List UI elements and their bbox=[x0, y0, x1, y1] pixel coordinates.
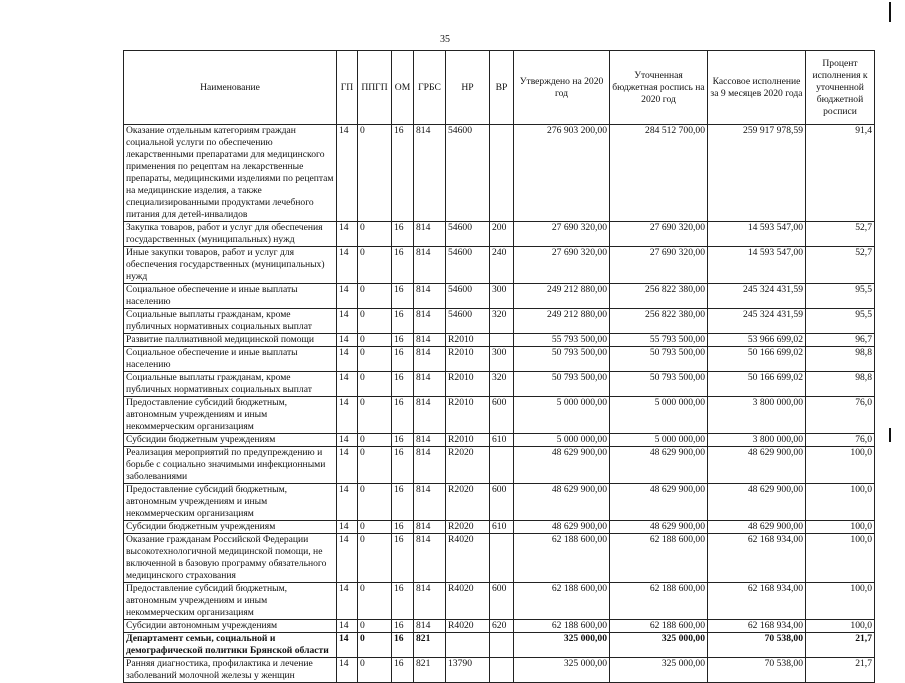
cell-ppgp: 0 bbox=[358, 309, 392, 334]
table-row bbox=[124, 521, 875, 534]
cell-om: 16 bbox=[392, 658, 414, 683]
cell-om: 16 bbox=[392, 447, 414, 484]
cell-ppgp: 0 bbox=[358, 247, 392, 284]
header-grbs: ГРБС bbox=[414, 51, 446, 125]
cell-percent: 21,7 bbox=[806, 633, 875, 658]
cell-ppgp: 0 bbox=[358, 334, 392, 347]
cell-nr: 13790 bbox=[446, 658, 490, 683]
cell-gp: 14 bbox=[337, 583, 358, 620]
cell-cash: 48 629 900,00 bbox=[708, 447, 806, 484]
header-refined: Уточненная бюджетная роспись на 2020 год bbox=[610, 51, 708, 125]
cell-name: Предоставление субсидий бюджетным, автономным учреждениям и иным некоммерческим организациям bbox=[124, 397, 337, 434]
cell-om: 16 bbox=[392, 620, 414, 633]
cell-om: 16 bbox=[392, 583, 414, 620]
cell-approved: 5 000 000,00 bbox=[514, 434, 610, 447]
cell-nr: R2020 bbox=[446, 521, 490, 534]
cell-cash: 245 324 431,59 bbox=[708, 284, 806, 309]
cell-gp: 14 bbox=[337, 447, 358, 484]
cell-nr: 54600 bbox=[446, 222, 490, 247]
cell-grbs: 814 bbox=[414, 247, 446, 284]
cell-cash: 62 168 934,00 bbox=[708, 534, 806, 583]
cell-approved: 48 629 900,00 bbox=[514, 484, 610, 521]
cell-cash: 62 168 934,00 bbox=[708, 583, 806, 620]
cell-refined: 48 629 900,00 bbox=[610, 484, 708, 521]
cell-cash: 3 800 000,00 bbox=[708, 397, 806, 434]
cell-gp: 14 bbox=[337, 658, 358, 683]
cell-refined: 5 000 000,00 bbox=[610, 397, 708, 434]
cell-gp: 14 bbox=[337, 521, 358, 534]
table-row bbox=[124, 284, 875, 309]
cell-percent: 96,7 bbox=[806, 334, 875, 347]
cell-om: 16 bbox=[392, 284, 414, 309]
cell-om: 16 bbox=[392, 372, 414, 397]
cell-refined: 256 822 380,00 bbox=[610, 284, 708, 309]
table-row bbox=[124, 247, 875, 284]
cell-refined: 50 793 500,00 bbox=[610, 372, 708, 397]
cell-percent: 98,8 bbox=[806, 347, 875, 372]
cell-name: Предоставление субсидий бюджетным, автономным учреждениям и иным некоммерческим организациям bbox=[124, 484, 337, 521]
cell-percent: 95,5 bbox=[806, 284, 875, 309]
cell-om: 16 bbox=[392, 521, 414, 534]
cell-om: 16 bbox=[392, 222, 414, 247]
cell-grbs: 814 bbox=[414, 521, 446, 534]
cell-approved: 48 629 900,00 bbox=[514, 447, 610, 484]
cell-grbs: 821 bbox=[414, 633, 446, 658]
cell-refined: 62 188 600,00 bbox=[610, 583, 708, 620]
cell-gp: 14 bbox=[337, 434, 358, 447]
cell-ppgp: 0 bbox=[358, 583, 392, 620]
table-row bbox=[124, 309, 875, 334]
cell-refined: 50 793 500,00 bbox=[610, 347, 708, 372]
cell-approved: 50 793 500,00 bbox=[514, 347, 610, 372]
cell-approved: 325 000,00 bbox=[514, 633, 610, 658]
cell-nr: R2010 bbox=[446, 334, 490, 347]
cell-ppgp: 0 bbox=[358, 521, 392, 534]
cell-ppgp: 0 bbox=[358, 372, 392, 397]
cell-vr bbox=[490, 334, 514, 347]
cell-cash: 50 166 699,02 bbox=[708, 372, 806, 397]
cell-grbs: 814 bbox=[414, 620, 446, 633]
cell-grbs: 814 bbox=[414, 583, 446, 620]
cell-refined: 27 690 320,00 bbox=[610, 247, 708, 284]
cell-vr bbox=[490, 633, 514, 658]
header-percent: Процент исполнения к уточненной бюджетной росписи bbox=[806, 51, 875, 125]
cell-gp: 14 bbox=[337, 309, 358, 334]
cell-approved: 62 188 600,00 bbox=[514, 620, 610, 633]
table-row bbox=[124, 347, 875, 372]
cell-percent: 100,0 bbox=[806, 620, 875, 633]
cell-refined: 48 629 900,00 bbox=[610, 447, 708, 484]
cell-vr: 610 bbox=[490, 521, 514, 534]
cell-name: Департамент семьи, социальной и демографической политики Брянской области bbox=[124, 633, 337, 658]
cell-percent: 21,7 bbox=[806, 658, 875, 683]
cell-name: Субсидии бюджетным учреждениям bbox=[124, 434, 337, 447]
cell-approved: 27 690 320,00 bbox=[514, 222, 610, 247]
cell-grbs: 814 bbox=[414, 347, 446, 372]
cell-percent: 100,0 bbox=[806, 521, 875, 534]
header-om: ОМ bbox=[392, 51, 414, 125]
cell-nr: 54600 bbox=[446, 125, 490, 222]
cell-cash: 48 629 900,00 bbox=[708, 484, 806, 521]
cell-gp: 14 bbox=[337, 284, 358, 309]
cell-grbs: 821 bbox=[414, 658, 446, 683]
cell-percent: 91,4 bbox=[806, 125, 875, 222]
cell-vr: 320 bbox=[490, 372, 514, 397]
cell-vr bbox=[490, 658, 514, 683]
cell-name: Субсидии автономным учреждениям bbox=[124, 620, 337, 633]
cell-ppgp: 0 bbox=[358, 397, 392, 434]
cell-percent: 76,0 bbox=[806, 397, 875, 434]
table-row bbox=[124, 434, 875, 447]
cell-percent: 98,8 bbox=[806, 372, 875, 397]
cell-name: Социальное обеспечение и иные выплаты населению bbox=[124, 284, 337, 309]
cell-ppgp: 0 bbox=[358, 434, 392, 447]
cell-name: Субсидии бюджетным учреждениям bbox=[124, 521, 337, 534]
cell-vr: 200 bbox=[490, 222, 514, 247]
cell-approved: 276 903 200,00 bbox=[514, 125, 610, 222]
cell-approved: 5 000 000,00 bbox=[514, 397, 610, 434]
cell-cash: 245 324 431,59 bbox=[708, 309, 806, 334]
cell-vr: 600 bbox=[490, 484, 514, 521]
cell-name: Иные закупки товаров, работ и услуг для обеспечения государственных (муниципальных) нужд bbox=[124, 247, 337, 284]
cell-grbs: 814 bbox=[414, 125, 446, 222]
cell-nr: 54600 bbox=[446, 309, 490, 334]
cell-percent: 100,0 bbox=[806, 534, 875, 583]
cell-percent: 52,7 bbox=[806, 247, 875, 284]
table-row bbox=[124, 484, 875, 521]
cell-om: 16 bbox=[392, 633, 414, 658]
cell-gp: 14 bbox=[337, 247, 358, 284]
table-row bbox=[124, 397, 875, 434]
cell-grbs: 814 bbox=[414, 334, 446, 347]
cell-om: 16 bbox=[392, 309, 414, 334]
cell-vr: 600 bbox=[490, 397, 514, 434]
cell-ppgp: 0 bbox=[358, 633, 392, 658]
cell-cash: 14 593 547,00 bbox=[708, 222, 806, 247]
cell-nr: R4020 bbox=[446, 583, 490, 620]
cell-cash: 62 168 934,00 bbox=[708, 620, 806, 633]
cell-refined: 284 512 700,00 bbox=[610, 125, 708, 222]
cell-refined: 48 629 900,00 bbox=[610, 521, 708, 534]
cell-refined: 256 822 380,00 bbox=[610, 309, 708, 334]
cell-gp: 14 bbox=[337, 620, 358, 633]
cell-vr bbox=[490, 534, 514, 583]
cell-refined: 55 793 500,00 bbox=[610, 334, 708, 347]
cell-gp: 14 bbox=[337, 222, 358, 247]
cell-approved: 27 690 320,00 bbox=[514, 247, 610, 284]
cell-vr: 620 bbox=[490, 620, 514, 633]
cell-percent: 52,7 bbox=[806, 222, 875, 247]
page-edge-mark bbox=[889, 428, 891, 442]
cell-grbs: 814 bbox=[414, 434, 446, 447]
budget-table bbox=[123, 50, 875, 683]
table-row bbox=[124, 125, 875, 222]
cell-approved: 50 793 500,00 bbox=[514, 372, 610, 397]
cell-name: Социальные выплаты гражданам, кроме публичных нормативных социальных выплат bbox=[124, 309, 337, 334]
cell-refined: 325 000,00 bbox=[610, 633, 708, 658]
cell-vr: 610 bbox=[490, 434, 514, 447]
cell-name: Социальные выплаты гражданам, кроме публичных нормативных социальных выплат bbox=[124, 372, 337, 397]
cell-refined: 325 000,00 bbox=[610, 658, 708, 683]
table-row bbox=[124, 334, 875, 347]
cell-gp: 14 bbox=[337, 484, 358, 521]
cell-om: 16 bbox=[392, 247, 414, 284]
cell-grbs: 814 bbox=[414, 534, 446, 583]
page-number: 35 bbox=[440, 34, 450, 45]
cell-percent: 100,0 bbox=[806, 447, 875, 484]
cell-nr: R4020 bbox=[446, 620, 490, 633]
header-cash: Кассовое исполнение за 9 месяцев 2020 года bbox=[708, 51, 806, 125]
table-header-row bbox=[124, 51, 875, 125]
cell-percent: 95,5 bbox=[806, 309, 875, 334]
cell-om: 16 bbox=[392, 434, 414, 447]
header-gp: ГП bbox=[337, 51, 358, 125]
table-row bbox=[124, 447, 875, 484]
cell-name: Ранняя диагностика, профилактика и лечение заболеваний молочной железы у женщин bbox=[124, 658, 337, 683]
cell-om: 16 bbox=[392, 125, 414, 222]
table-row bbox=[124, 534, 875, 583]
cell-nr: 54600 bbox=[446, 284, 490, 309]
cell-ppgp: 0 bbox=[358, 534, 392, 583]
header-approved: Утверждено на 2020 год bbox=[514, 51, 610, 125]
cell-refined: 62 188 600,00 bbox=[610, 620, 708, 633]
cell-grbs: 814 bbox=[414, 309, 446, 334]
cell-ppgp: 0 bbox=[358, 620, 392, 633]
cell-nr: R2010 bbox=[446, 434, 490, 447]
table-row bbox=[124, 633, 875, 658]
cell-om: 16 bbox=[392, 534, 414, 583]
cell-nr: R2020 bbox=[446, 484, 490, 521]
cell-vr: 600 bbox=[490, 583, 514, 620]
cell-grbs: 814 bbox=[414, 372, 446, 397]
cell-ppgp: 0 bbox=[358, 125, 392, 222]
page-edge-mark bbox=[889, 2, 891, 22]
cell-approved: 249 212 880,00 bbox=[514, 309, 610, 334]
cell-nr: R2020 bbox=[446, 447, 490, 484]
cell-om: 16 bbox=[392, 484, 414, 521]
cell-refined: 62 188 600,00 bbox=[610, 534, 708, 583]
cell-nr: R2010 bbox=[446, 347, 490, 372]
cell-name: Развитие паллиативной медицинской помощи bbox=[124, 334, 337, 347]
cell-gp: 14 bbox=[337, 347, 358, 372]
cell-vr bbox=[490, 125, 514, 222]
table-row bbox=[124, 658, 875, 683]
cell-name: Предоставление субсидий бюджетным, автономным учреждениям и иным некоммерческим организациям bbox=[124, 583, 337, 620]
cell-percent: 100,0 bbox=[806, 484, 875, 521]
cell-gp: 14 bbox=[337, 334, 358, 347]
cell-cash: 70 538,00 bbox=[708, 633, 806, 658]
cell-percent: 76,0 bbox=[806, 434, 875, 447]
cell-percent: 100,0 bbox=[806, 583, 875, 620]
cell-cash: 70 538,00 bbox=[708, 658, 806, 683]
cell-ppgp: 0 bbox=[358, 658, 392, 683]
cell-ppgp: 0 bbox=[358, 284, 392, 309]
header-ppgp: ППГП bbox=[358, 51, 392, 125]
table-row bbox=[124, 372, 875, 397]
cell-ppgp: 0 bbox=[358, 222, 392, 247]
cell-nr: R2010 bbox=[446, 397, 490, 434]
cell-ppgp: 0 bbox=[358, 484, 392, 521]
cell-approved: 62 188 600,00 bbox=[514, 583, 610, 620]
cell-cash: 3 800 000,00 bbox=[708, 434, 806, 447]
cell-name: Оказание отдельным категориям граждан социальной услуги по обеспечению лекарственными препаратами для медицинского применения по рецептам на лекарственные препараты, медицинскими изделиями по рецептам на медицинские изделия, а также специализированными продуктами лечебного питания для детей-инвалидов bbox=[124, 125, 337, 222]
cell-gp: 14 bbox=[337, 125, 358, 222]
cell-ppgp: 0 bbox=[358, 447, 392, 484]
cell-approved: 249 212 880,00 bbox=[514, 284, 610, 309]
cell-cash: 259 917 978,59 bbox=[708, 125, 806, 222]
cell-cash: 53 966 699,02 bbox=[708, 334, 806, 347]
cell-vr: 300 bbox=[490, 347, 514, 372]
cell-grbs: 814 bbox=[414, 447, 446, 484]
cell-vr: 300 bbox=[490, 284, 514, 309]
header-vr: ВР bbox=[490, 51, 514, 125]
cell-ppgp: 0 bbox=[358, 347, 392, 372]
cell-approved: 325 000,00 bbox=[514, 658, 610, 683]
cell-grbs: 814 bbox=[414, 484, 446, 521]
cell-nr: 54600 bbox=[446, 247, 490, 284]
cell-refined: 27 690 320,00 bbox=[610, 222, 708, 247]
cell-grbs: 814 bbox=[414, 222, 446, 247]
cell-vr bbox=[490, 447, 514, 484]
cell-approved: 62 188 600,00 bbox=[514, 534, 610, 583]
cell-nr: R2010 bbox=[446, 372, 490, 397]
cell-cash: 14 593 547,00 bbox=[708, 247, 806, 284]
cell-gp: 14 bbox=[337, 372, 358, 397]
cell-name: Закупка товаров, работ и услуг для обеспечения государственных (муниципальных) нужд bbox=[124, 222, 337, 247]
cell-grbs: 814 bbox=[414, 397, 446, 434]
cell-name: Реализация мероприятий по предупреждению и борьбе с социально значимыми инфекционными заболеваниями bbox=[124, 447, 337, 484]
cell-cash: 50 166 699,02 bbox=[708, 347, 806, 372]
table-row bbox=[124, 583, 875, 620]
header-name: Наименование bbox=[124, 51, 337, 125]
cell-name: Социальное обеспечение и иные выплаты населению bbox=[124, 347, 337, 372]
cell-cash: 48 629 900,00 bbox=[708, 521, 806, 534]
cell-vr: 240 bbox=[490, 247, 514, 284]
cell-nr: R4020 bbox=[446, 534, 490, 583]
cell-om: 16 bbox=[392, 397, 414, 434]
cell-gp: 14 bbox=[337, 633, 358, 658]
cell-gp: 14 bbox=[337, 534, 358, 583]
cell-refined: 5 000 000,00 bbox=[610, 434, 708, 447]
cell-approved: 55 793 500,00 bbox=[514, 334, 610, 347]
cell-nr bbox=[446, 633, 490, 658]
cell-gp: 14 bbox=[337, 397, 358, 434]
table-row bbox=[124, 620, 875, 633]
cell-om: 16 bbox=[392, 347, 414, 372]
cell-grbs: 814 bbox=[414, 284, 446, 309]
header-nr: НР bbox=[446, 51, 490, 125]
cell-approved: 48 629 900,00 bbox=[514, 521, 610, 534]
cell-name: Оказание гражданам Российской Федерации высокотехнологичной медицинской помощи, не включенной в базовую программу обязательного медицинского страхования bbox=[124, 534, 337, 583]
table-row bbox=[124, 222, 875, 247]
cell-om: 16 bbox=[392, 334, 414, 347]
cell-vr: 320 bbox=[490, 309, 514, 334]
